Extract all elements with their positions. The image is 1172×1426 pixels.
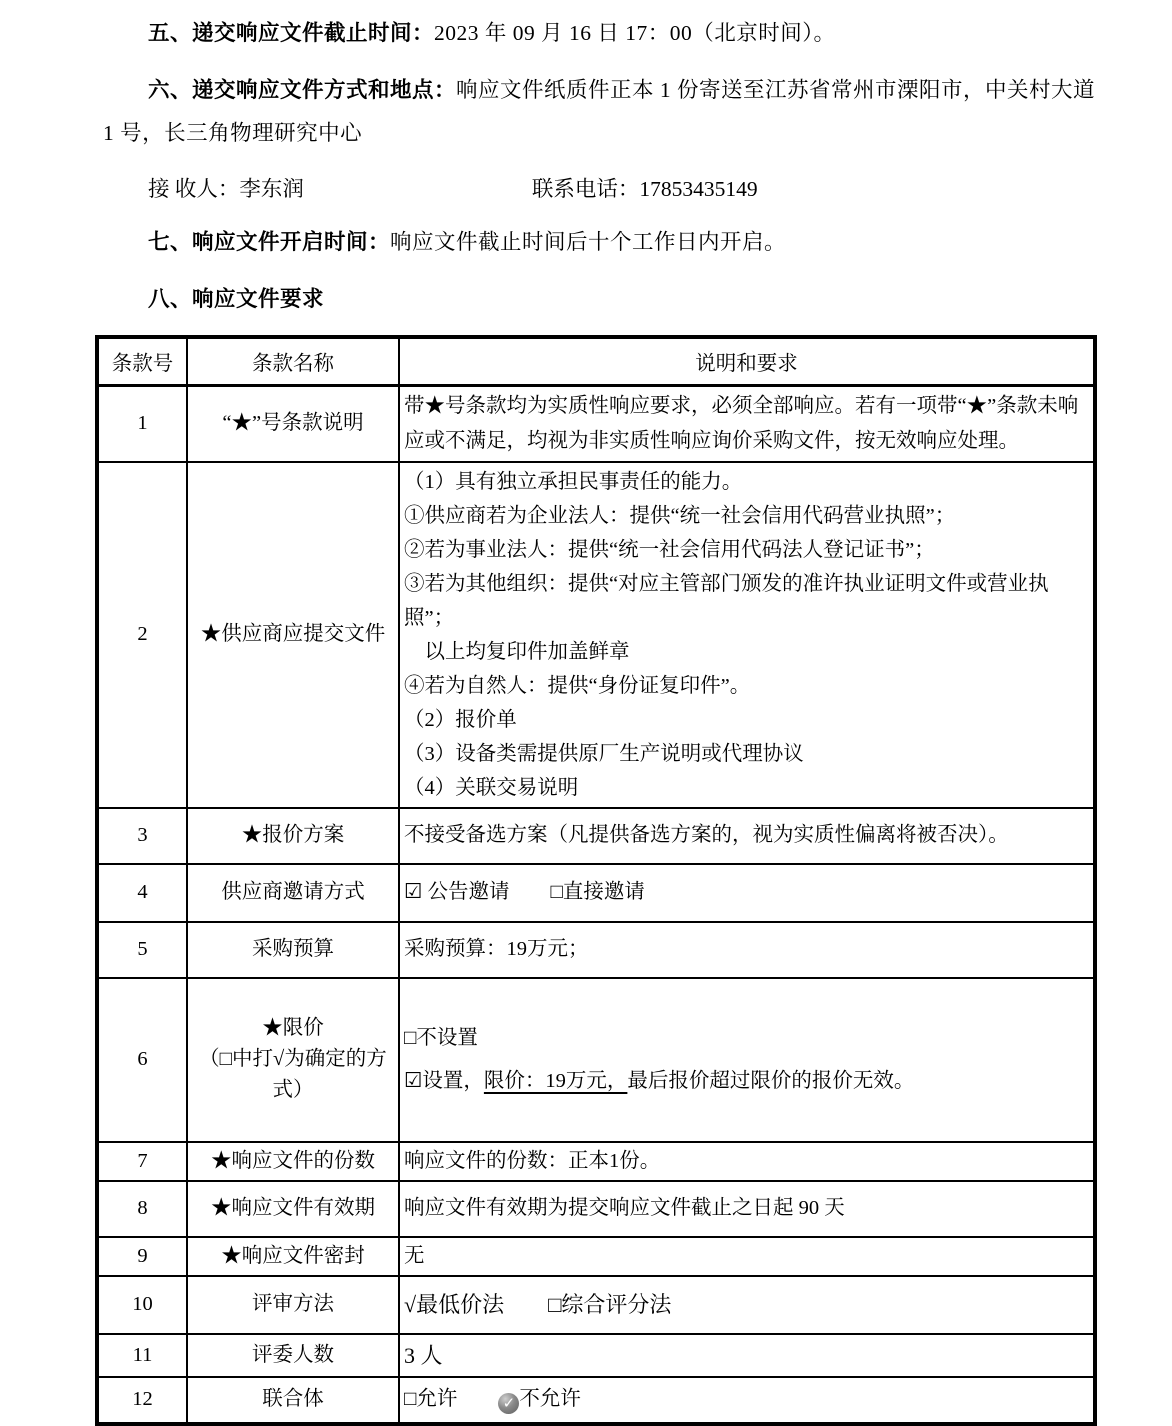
desc-text: （1）具有独立承担民事责任的能力。 [404, 470, 743, 493]
section-7-label: 七、响应文件开启时间： [148, 230, 391, 254]
clause-name-line: 评审方法 [252, 1293, 334, 1315]
clause-desc [399, 1142, 1095, 1181]
clause-number: 1 [97, 385, 187, 462]
desc-text: 3 人 [404, 1342, 443, 1368]
table-row [97, 808, 1095, 864]
requirements-table [95, 335, 1097, 1426]
clause-desc-line [404, 533, 1089, 567]
section-8 [103, 278, 1097, 321]
clause-name [187, 385, 399, 462]
section-6 [103, 69, 1097, 155]
clause-desc-line [404, 1240, 1089, 1273]
clause-number: 5 [97, 922, 187, 978]
clause-name-line: 采购预算 [252, 938, 334, 960]
clause-desc-line [404, 1339, 1089, 1372]
table-row [97, 978, 1095, 1142]
desc-text: 采购预算：19万元； [404, 938, 589, 960]
clause-desc-line [404, 1383, 1089, 1416]
clause-number: 8 [97, 1181, 187, 1237]
clause-desc [399, 864, 1095, 922]
clause-name-line: ★响应文件密封 [221, 1244, 365, 1267]
table-row [97, 1334, 1095, 1377]
desc-text: （3）设备类需提供原厂生产说明或代理协议 [404, 742, 804, 765]
clause-number: 6 [97, 978, 187, 1142]
clause-name-line: “★”号条款说明 [222, 412, 364, 434]
desc-text: 响应文件的份数：正本1份。 [404, 1149, 661, 1172]
clause-name [187, 1377, 399, 1424]
clause-desc [399, 385, 1095, 462]
clause-desc-line [404, 389, 1089, 459]
clause-name [187, 1334, 399, 1377]
table-row [97, 1276, 1095, 1334]
checked-icon: ✓ [498, 1393, 519, 1414]
desc-text: ③若为其他组织：提供“对应主管部门颁发的准许执业证明文件或营业执照”； [404, 572, 1049, 629]
clause-number: 12 [97, 1377, 187, 1424]
section-7 [103, 221, 1097, 264]
clause-desc-line [404, 771, 1089, 805]
table-row [97, 1142, 1095, 1181]
clause-desc-line [404, 567, 1089, 635]
clause-desc [399, 1276, 1095, 1334]
table-row [97, 922, 1095, 978]
section-5-text: 2023 年 09 月 16 日 17：00（北京时间）。 [434, 21, 836, 45]
clause-desc-line [404, 1192, 1089, 1225]
desc-text: ☑设置， [404, 1069, 484, 1092]
desc-text: （2）报价单 [404, 708, 517, 731]
header-clause-number: 条款号 [97, 337, 187, 385]
header-clause-desc: 说明和要求 [399, 337, 1095, 385]
desc-text: ④若为自然人：提供“身份证复印件”。 [404, 674, 751, 697]
desc-text: （4）关联交易说明 [404, 776, 579, 799]
clause-desc [399, 462, 1095, 808]
desc-text: 无 [404, 1244, 425, 1267]
clause-desc-line [404, 1065, 1089, 1098]
clause-desc [399, 1334, 1095, 1377]
section-5-label: 五、递交响应文件截止时间： [148, 21, 435, 45]
clause-desc-line [404, 933, 1089, 966]
table-row [97, 1181, 1095, 1237]
clause-name-line: ★报价方案 [241, 824, 345, 846]
clause-number: 4 [97, 864, 187, 922]
clause-desc-line [404, 499, 1089, 533]
table-row [97, 1237, 1095, 1276]
clause-name [187, 978, 399, 1142]
table-row [97, 385, 1095, 462]
clause-desc-line [404, 1145, 1089, 1178]
desc-text: ①供应商若为企业法人：提供“统一社会信用代码营业执照”； [404, 504, 956, 527]
desc-text: 最后报价超过限价的报价无效。 [627, 1069, 915, 1092]
clause-number: 7 [97, 1142, 187, 1181]
desc-text: ☑ 公告邀请 □直接邀请 [404, 881, 645, 903]
clause-name [187, 1142, 399, 1181]
clause-desc-line [404, 876, 1089, 909]
clause-number: 9 [97, 1237, 187, 1276]
requirements-table-body [97, 385, 1095, 1424]
contact-phone: 联系电话：17853435149 [531, 177, 758, 201]
clause-desc [399, 1377, 1095, 1424]
clause-number: 10 [97, 1276, 187, 1334]
clause-desc-line [404, 669, 1089, 703]
section-5 [103, 12, 1097, 55]
table-row [97, 462, 1095, 808]
clause-desc-line [404, 737, 1089, 771]
document-page [0, 0, 1172, 321]
clause-name-line: 供应商邀请方式 [221, 881, 365, 903]
clause-desc [399, 808, 1095, 864]
desc-text: 不允许 [519, 1388, 581, 1410]
section-7-text: 响应文件截止时间后十个工作日内开启。 [390, 230, 787, 254]
header-clause-name: 条款名称 [187, 337, 399, 385]
clause-desc-line [404, 703, 1089, 737]
recipient-name: 接 收人：李东润 [148, 177, 304, 201]
clause-desc [399, 1181, 1095, 1237]
clause-name-line: （□中打√为确定的方式） [199, 1048, 387, 1101]
clause-name-line: ★限价 [262, 1017, 324, 1039]
clause-name [187, 462, 399, 808]
clause-name-line: ★供应商应提交文件 [200, 623, 386, 645]
underlined-text: 限价：19万元， [483, 1069, 628, 1092]
clause-name-line: 评委人数 [252, 1343, 334, 1366]
clause-desc-line [404, 465, 1089, 499]
clause-name-line: 联合体 [262, 1388, 324, 1410]
section-6-label: 六、递交响应文件方式和地点： [148, 78, 457, 102]
clause-name [187, 1181, 399, 1237]
desc-text: 响应文件有效期为提交响应文件截止之日起 90 天 [404, 1197, 845, 1219]
desc-text: □允许 [404, 1388, 499, 1410]
section-8-label: 八、响应文件要求 [148, 287, 325, 311]
clause-desc-line [404, 819, 1089, 852]
desc-text: 带★号条款均为实质性响应要求，必须全部响应。若有一项带“★”条款未响应或不满足，均视为非实质性响应询价采购文件，按无效响应处理。 [404, 394, 1079, 452]
clause-desc-line [404, 1022, 1089, 1055]
table-row [97, 864, 1095, 922]
clause-name-line: ★响应文件的份数 [211, 1149, 375, 1172]
table-header-row [97, 337, 1095, 385]
clause-desc [399, 922, 1095, 978]
clause-desc-line [404, 1288, 1089, 1321]
clause-desc [399, 978, 1095, 1142]
clause-name-line: ★响应文件有效期 [211, 1197, 375, 1219]
section-6-text: 响应文件纸质件正本 1 份寄送至江苏省常州市溧阳市，中关村大道 1 号，长三角物理研究中心 [103, 78, 1096, 145]
clause-name [187, 864, 399, 922]
clause-number: 3 [97, 808, 187, 864]
clause-name [187, 1237, 399, 1276]
clause-desc [399, 1237, 1095, 1276]
clause-number: 2 [97, 462, 187, 808]
desc-text: □不设置 [404, 1026, 478, 1049]
desc-text: ②若为事业法人：提供“统一社会信用代码法人登记证书”； [404, 538, 935, 561]
clause-number: 11 [97, 1334, 187, 1377]
desc-text: 不接受备选方案（凡提供备选方案的，视为实质性偏离将被否决）。 [404, 824, 1009, 846]
desc-text: 以上均复印件加盖鲜章 [404, 640, 630, 663]
table-row [97, 1377, 1095, 1424]
desc-text: √最低价法 □综合评分法 [404, 1292, 672, 1317]
clause-desc-line [404, 635, 1089, 669]
clause-name [187, 808, 399, 864]
clause-name [187, 922, 399, 978]
clause-name [187, 1276, 399, 1334]
contact-line [103, 169, 1097, 209]
